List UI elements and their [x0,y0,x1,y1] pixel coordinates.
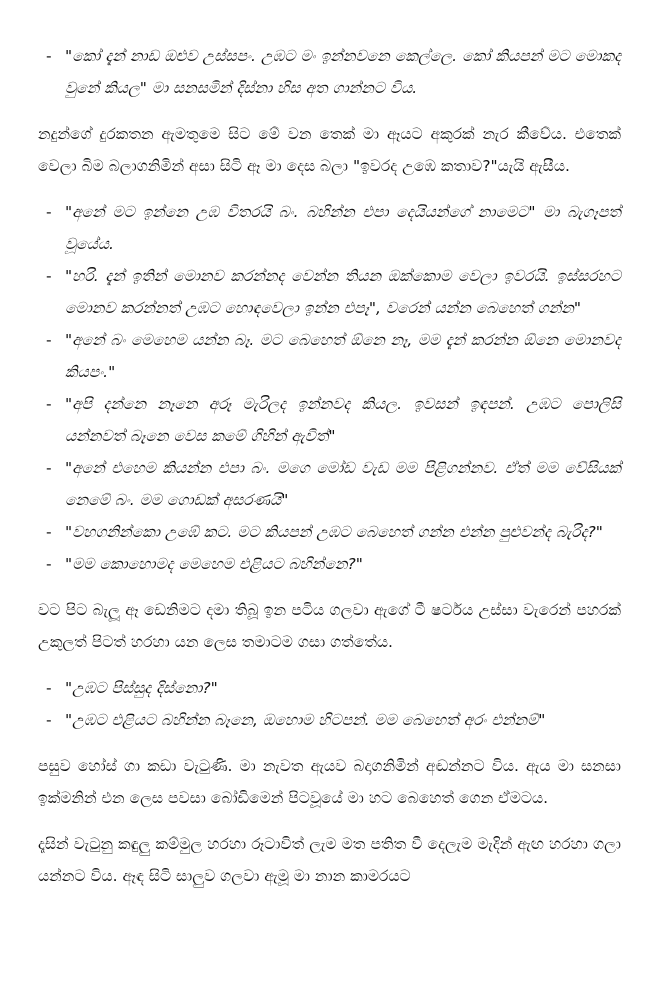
dialogue-line [38,40,621,104]
dialogue-line [38,260,621,324]
narrative-paragraph: පසුව හෝස් ගා කඩා වැටුණි. මා නැවත ඇයව බදාගනිමින් අඬන්නට විය. ඇය මා සනසා ඉක්මනින් එන ලෙස පවසා බෝඩිමෙන් පිටවූයේ මා හට බෙහෙත් ගෙන ඒමටය. [38,757,621,807]
narrative-paragraph: දෑසින් වැටුනු කඳුලු කම්මුල හරහා රූටාවිත් ලැම මත පතිත වී දෙලැම මැදින් ඇඟ හරහා ගලා යන්නට විය. ඈඳ සිටි සාලුව ගලවා ඇමූ මා නාන කාමරයට [38,835,621,885]
dialogue-line [38,516,621,548]
dialogue-line [38,704,621,736]
bullet-dash: - [46,267,52,285]
dialogue-line [38,672,621,704]
bullet-dash: - [46,331,52,349]
bullet-dash: - [46,523,52,541]
dialogue-text: "වහගනින්කො උඹේ කට. මට කියපන් උඹට බෙහෙත් ගන්න එන්න පුළුවන්ද බැරිද?" [65,523,603,541]
narrative-paragraph: වට පිට බැලූ ඈ ඩෙනිමට දමා තිබූ ඉන පටිය ගලවා ඇගේ ටී ෂර්ටය උස්සා වැරෙන් පහරක් උකුලත් පිටත් හරහා යන ලෙස තමාටම ගසා ගත්තේය. [38,601,621,651]
dialogue-line [38,324,621,388]
dialogue-text: "උඹට එළියට බහින්න බෑනෙ, ඔහොම හිටපන්. මම බෙහෙත් අරං එන්නම්" [65,711,546,729]
dialogue-text: "අපි දන්නෙ නෑනෙ අරූ මැරිලද ඉන්නවද කියල. ඉවසන් ඉඳපන්. උඹට පොලිසි යන්නවත් බෑනෙ වෙස කමේ ගිහින් ඇවිත්" [65,395,621,445]
dialogue-list-3 [38,672,621,736]
bullet-dash: - [46,459,52,477]
bullet-dash: - [46,47,52,65]
dialogue-text: "අනේ මට ඉන්නෙ උඹ විතරයි බං. බහින්න එපා දෙයියන්ගේ නාමෙට" මා බැගෑපත් වූයේය. [65,203,621,253]
dialogue-text: "හරි. දැන් ඉතින් මොනව කරන්නද වෙන්න තියන ඔක්කොම වෙලා ඉවරයි. ඉස්සරහට මොනව කරන්නත් උඹට හොඳවෙලා ඉන්න එපෑ", වරෙන් යන්න බෙහෙත් ගන්න" [65,267,621,317]
dialogue-text: "අනේ බං මෙහෙම යන්න බෑ. මට බෙහෙත් ඕනෙ නෑ, මම දැන් කරන්න ඕනෙ මොනවද කියපං." [65,331,621,381]
bullet-dash: - [46,679,52,697]
dialogue-line [38,452,621,516]
bullet-dash: - [46,395,52,413]
dialogue-list-2 [38,196,621,580]
dialogue-text: "මම කොහොමද මෙහෙම එළියට බහින්නෙ?" [65,555,363,573]
dialogue-line [38,548,621,580]
bullet-dash: - [46,555,52,573]
bullet-dash: - [46,203,52,221]
dialogue-text: "උඹට පිස්සුද දිස්නො?" [65,679,218,697]
dialogue-list-1 [38,40,621,104]
dialogue-text: "අනේ එහෙම කියන්න එපා බං. මගෙ මෝඩ වැඩ මම පිළිගන්නව. ඒත් මම වේසියක් නෙමේ බං. මම ගොඩක් අසරණයි" [65,459,621,509]
dialogue-line [38,388,621,452]
dialogue-text: "කෝ දැන් නාඩ ඔළුව උස්සපං. උඹට මං ඉන්නවනෙ කෙල්ලෙ. කෝ කියපන් මට මොකද වුනේ කියල" මා සනසමින් දිස්නා හිස අත ගාන්නට විය. [65,47,621,97]
narrative-paragraph: නදුන්ගේ දුරකතන ඇමතුමෙ සිට මේ වන තෙක් මා ඈයට අකුරක් නැර කීවේය. එතෙක් වෙලා බිම බලාගනිමින් අසා සිටි ඈ මා දෙස බලා "ඉවරද උඹෙ කතාව?"යැයි ඇසීය. [38,125,621,175]
bullet-dash: - [46,711,52,729]
dialogue-line [38,196,621,260]
